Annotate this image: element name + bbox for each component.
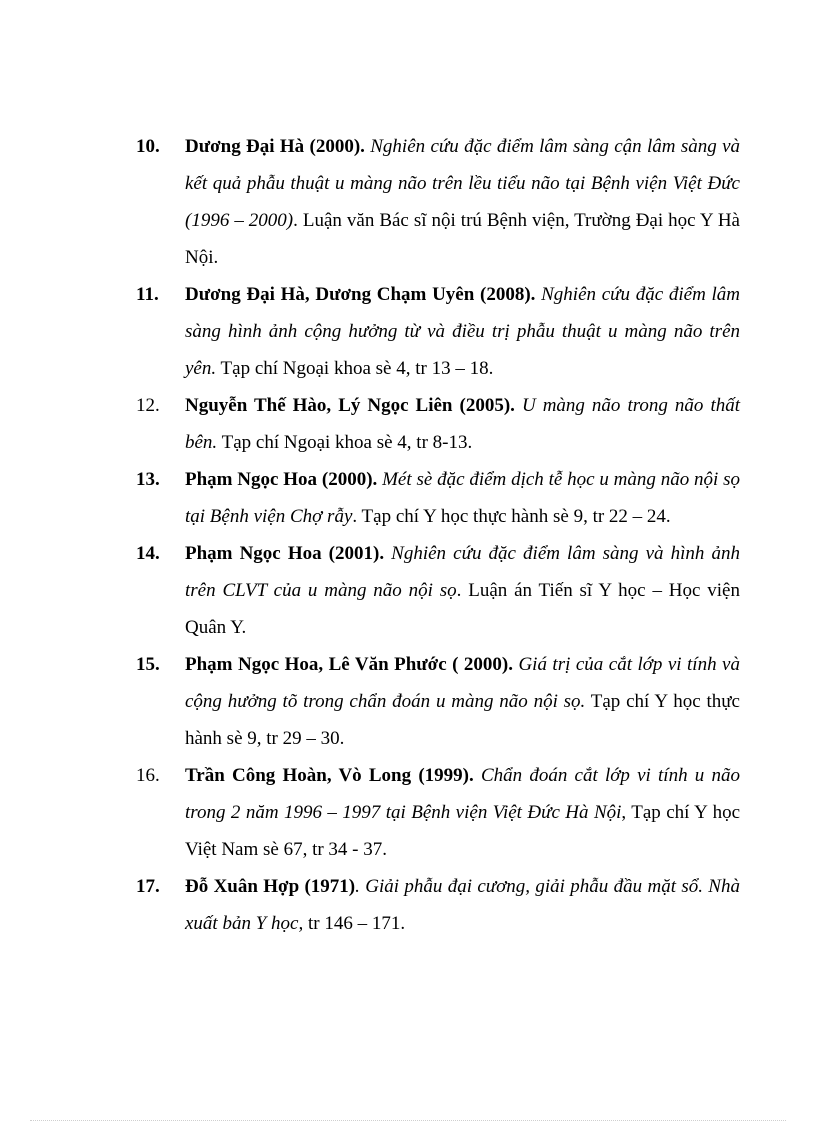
reference-title: Nghiên cứu đặc điểm lâm sàng cận lâm sàng và kết quả phẫu thuật u màng não trên lều tiểu não tại Bệnh viện Việt Đức (1996 – 2000) bbox=[185, 136, 741, 231]
reference-author: Nguyễn Thế Hào, Lý Ngọc Liên (2005). bbox=[185, 395, 515, 416]
reference-item bbox=[136, 535, 740, 646]
reference-source: . Tạp chí Y học thực hành sè 9, tr 22 – 24. bbox=[352, 506, 671, 527]
reference-number: 15. bbox=[136, 654, 160, 675]
reference-source: . Luận án Tiến sĩ Y học – Học viện Quân Y. bbox=[185, 580, 740, 638]
reference-number: 17. bbox=[136, 876, 160, 897]
reference-title: . Giải phẫu đại cương, giải phẫu đầu mặt sổ. Nhà xuất bản Y học, bbox=[185, 876, 740, 934]
reference-source: . Luận văn Bác sĩ nội trú Bệnh viện, Trường Đại học Y Hà Nội. bbox=[185, 210, 740, 268]
reference-item bbox=[136, 276, 740, 387]
reference-author: Phạm Ngọc Hoa, Lê Văn Phước ( 2000). bbox=[185, 654, 513, 675]
reference-item bbox=[136, 646, 740, 757]
reference-source: tr 146 – 171. bbox=[303, 913, 406, 934]
reference-number: 11. bbox=[136, 284, 159, 305]
reference-source: Tạp chí Ngoại khoa sè 4, tr 13 – 18. bbox=[216, 358, 494, 379]
reference-title: Mét sè đặc điểm dịch tễ học u màng não nội sọ tại Bệnh viện Chợ rẫy bbox=[185, 469, 741, 527]
reference-number: 13. bbox=[136, 469, 160, 490]
reference-author: Dương Đại Hà, Dương Chạm Uyên (2008). bbox=[185, 284, 536, 305]
reference-item bbox=[136, 461, 740, 535]
reference-number: 16. bbox=[136, 765, 160, 786]
reference-title: Nghiên cứu đặc điểm lâm sàng hình ảnh cộng hưởng từ và điều trị phẫu thuật u màng não trên yên. bbox=[185, 284, 740, 379]
reference-title: Chẩn đoán cắt lớp vi tính u não trong 2 năm 1996 – 1997 tại Bệnh viện Việt Đức Hà Nội bbox=[185, 765, 740, 823]
reference-item bbox=[136, 387, 740, 461]
reference-title: Giá trị của cắt lớp vi tính và cộng hưởng tõ trong chẩn đoán u màng não nội sọ. bbox=[185, 654, 740, 712]
reference-source: Tạp chí Ngoại khoa sè 4, tr 8-13. bbox=[217, 432, 473, 453]
reference-list bbox=[136, 128, 740, 942]
reference-item bbox=[136, 757, 740, 868]
reference-source: Tạp chí Y học thực hành sè 9, tr 29 – 30. bbox=[185, 691, 740, 749]
reference-number: 14. bbox=[136, 543, 160, 564]
reference-title: U màng não trong não thất bên. bbox=[185, 395, 740, 453]
reference-author: Đỗ Xuân Hợp (1971) bbox=[185, 876, 356, 897]
reference-title: Nghiên cứu đặc điểm lâm sàng và hình ảnh trên CLVT của u màng não nội sọ bbox=[185, 543, 740, 601]
reference-number: 10. bbox=[136, 136, 160, 157]
reference-author: Phạm Ngọc Hoa (2000). bbox=[185, 469, 378, 490]
page-bottom-rule bbox=[30, 1120, 786, 1121]
reference-author: Phạm Ngọc Hoa (2001). bbox=[185, 543, 385, 564]
reference-source: , Tạp chí Y học Việt Nam sè 67, tr 34 - 37. bbox=[185, 802, 741, 860]
reference-item bbox=[136, 128, 740, 276]
reference-author: Trần Công Hoàn, Vò Long (1999). bbox=[185, 765, 474, 786]
reference-number: 12. bbox=[136, 395, 160, 416]
reference-item bbox=[136, 868, 740, 942]
reference-author: Dương Đại Hà (2000). bbox=[185, 136, 365, 157]
